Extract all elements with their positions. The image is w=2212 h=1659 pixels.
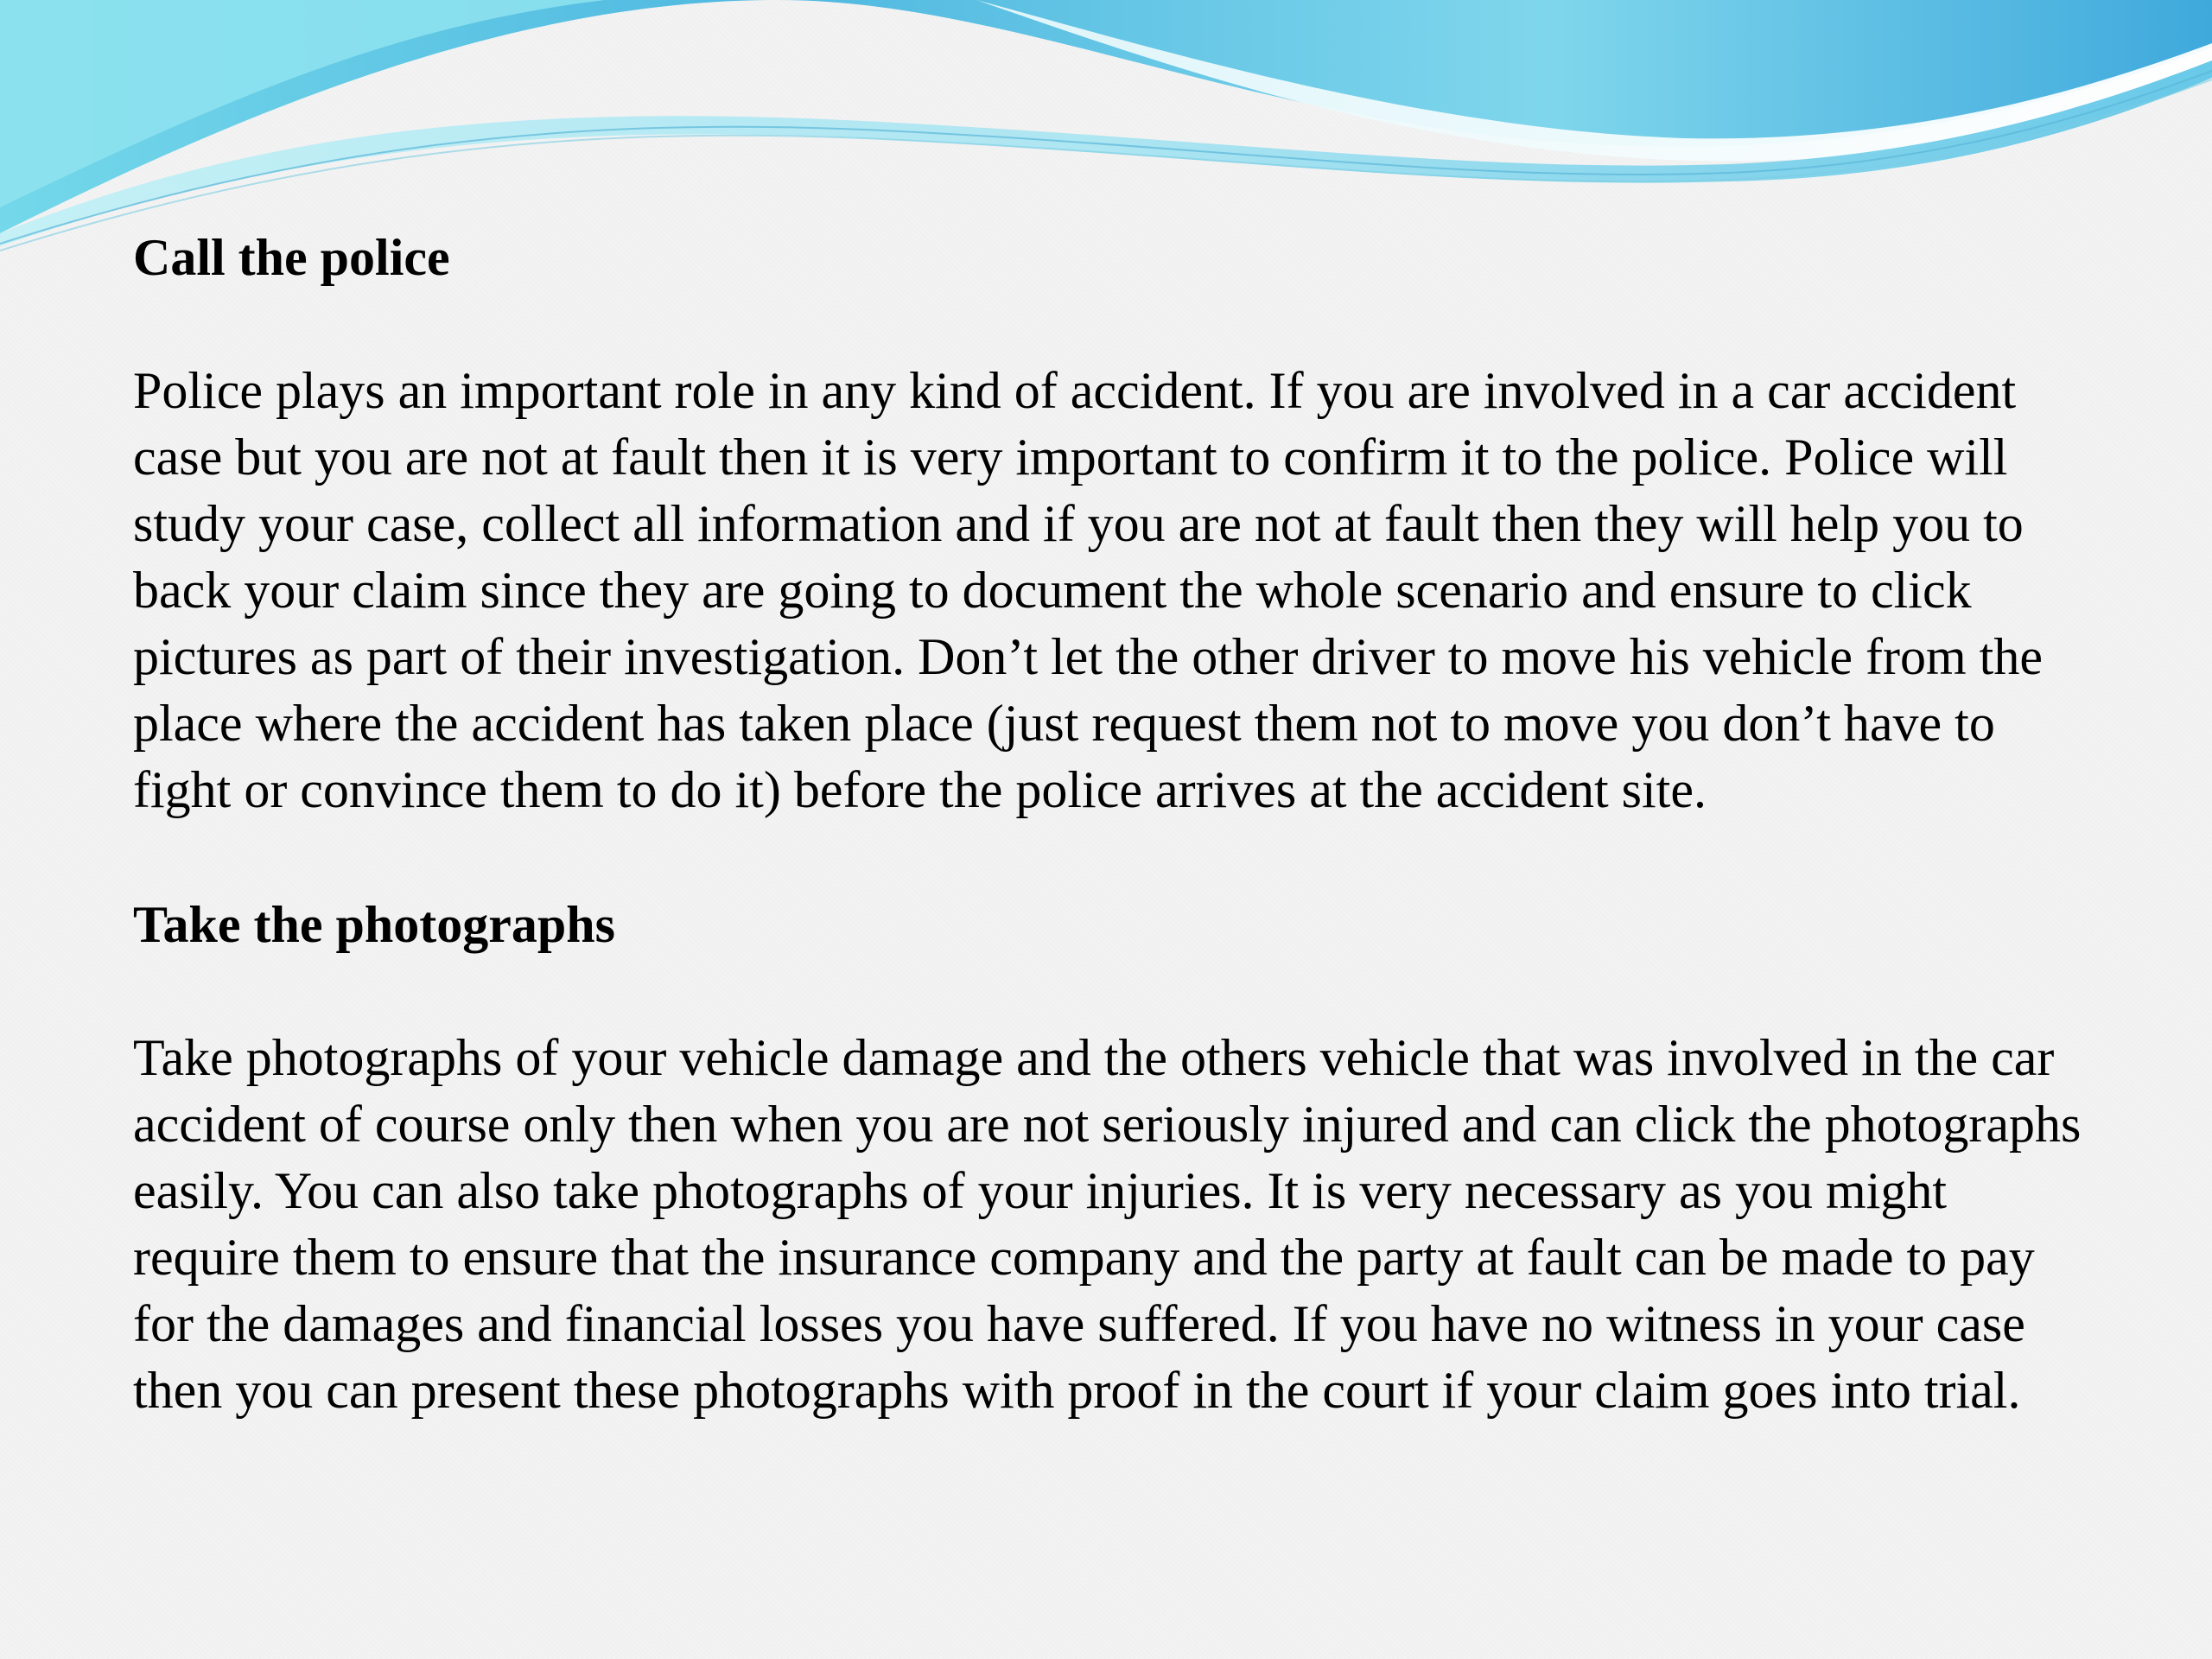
header-wave-decoration <box>0 0 2212 259</box>
section-heading-call-police: Call the police <box>133 229 450 286</box>
section-heading-take-photographs: Take the photographs <box>133 896 615 953</box>
slide-content <box>133 226 2094 1424</box>
section-body-take-photographs: Take photographs of your vehicle damage and the others vehicle that was involved in the car accident of course only then when you are not seriously injured and can click the photographs easily. You can also take photographs of your injuries. It is very necessary as you might require them to ensure that the insurance company and the party at fault can be made to pay for the damages and financial losses you have suffered. If you have no witness in your case then you can present these photographs with proof in the court if your claim goes into trial. <box>133 1029 2082 1419</box>
section-body-call-police: Police plays an important role in any kind of accident. If you are involved in a car accident case but you are not at fault then it is very important to confirm it to the police. Police will study your case, collect all information and if you are not at fault then they will help you to back your claim since they are going to document the whole scenario and ensure to click pictures as part of their investigation. Don’t let the other driver to move his vehicle from the place where the accident has taken place (just request them not to move you don’t have to fight or convince them to do it) before the police arrives at the accident site. <box>133 362 2043 818</box>
